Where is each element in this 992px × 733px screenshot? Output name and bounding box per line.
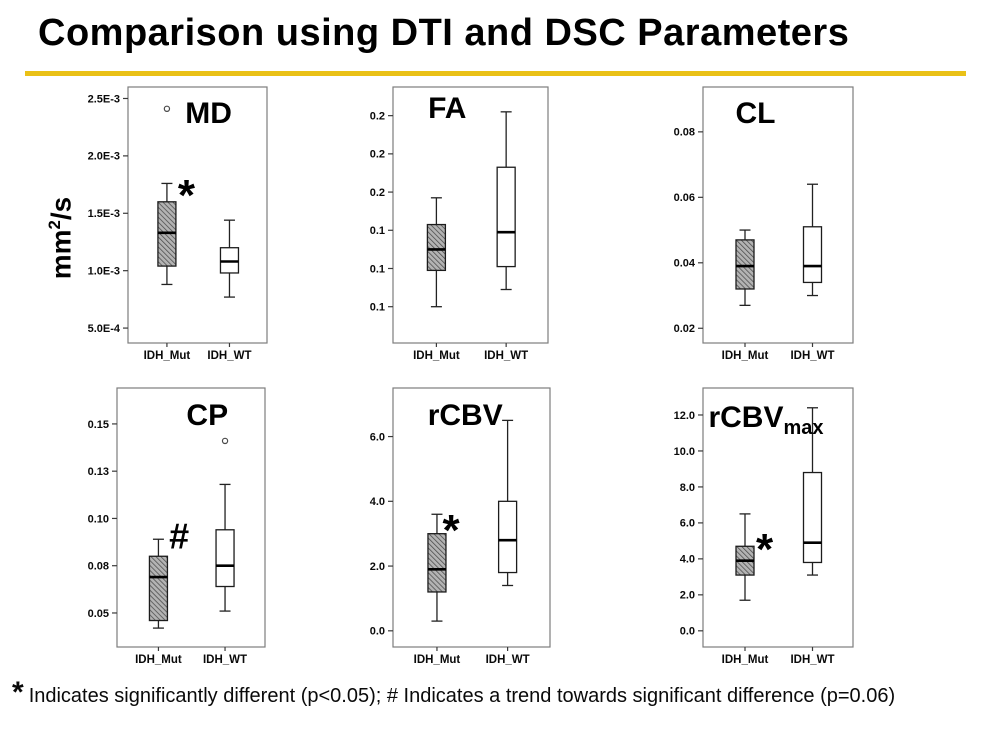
panel-md (68, 83, 277, 369)
panel-cl (643, 83, 863, 369)
rcbv-category-label: IDH_Mut (413, 654, 461, 666)
cl-plot-frame (703, 87, 853, 343)
md-y-tick-label: 2.5E-3 (87, 93, 120, 106)
cl-y-tick-label: 0.02 (673, 323, 695, 336)
rcbvmax-category-label: IDH_WT (790, 654, 835, 666)
fa-y-tick-label: 0.1 (369, 301, 385, 314)
footnote (12, 676, 984, 710)
rcbv-y-tick-label: 0.0 (369, 625, 385, 638)
cp-panel-title: CP (186, 399, 229, 432)
rcbvmax-y-tick-label: 6.0 (679, 517, 695, 530)
fa-y-tick-label: 0.1 (369, 225, 385, 238)
cp-y-tick-label: 0.10 (87, 513, 109, 526)
rcbvmax-y-tick-label: 0.0 (679, 625, 695, 638)
fa-y-tick-label: 0.1 (369, 263, 385, 276)
iqr-box-plain (497, 167, 515, 266)
cl-panel-title: CL (735, 97, 776, 130)
rcbv-IDH_WT-box-group (499, 420, 517, 585)
iqr-box-plain (216, 530, 234, 587)
outlier-point (222, 438, 227, 443)
md-category-label: IDH_Mut (143, 350, 191, 362)
md-y-axis-label-sup: 2 (45, 220, 64, 230)
cl-y-tick-label: 0.04 (673, 257, 695, 270)
cp-y-tick-label: 0.05 (87, 607, 109, 620)
footnote-text: Indicates significantly different (p<0.05); # Indicates a trend towards significant difference (p=0.06) (28, 685, 896, 707)
cp-y-tick-label: 0.13 (87, 466, 109, 479)
fa-IDH_WT-box-group (497, 112, 515, 290)
md-boxplot (68, 83, 277, 369)
footnote-star-symbol: * (12, 676, 24, 709)
fa-panel-title: FA (428, 92, 467, 125)
cp-IDH_WT-box-group (216, 438, 234, 611)
panel-cp (57, 384, 275, 673)
cp-y-tick-label: 0.08 (87, 560, 109, 573)
cp-boxplot (57, 384, 275, 673)
md-y-tick-label: 1.5E-3 (87, 208, 120, 221)
cl-boxplot (643, 83, 863, 369)
rcbvmax-significance-star: * (755, 524, 774, 574)
cl-category-label: IDH_Mut (721, 350, 769, 362)
rcbvmax-IDH_Mut-box-group (736, 514, 754, 600)
md-y-axis-label-base: mm (45, 229, 77, 280)
rcbv-boxplot (333, 384, 560, 673)
outlier-point (164, 106, 169, 111)
rcbvmax-y-tick-label: 12.0 (673, 409, 695, 422)
iqr-box-plain (499, 501, 517, 572)
cl-IDH_WT-box-group (804, 184, 822, 295)
cl-category-label: IDH_WT (790, 350, 835, 362)
fa-y-tick-label: 0.2 (369, 148, 385, 161)
cl-IDH_Mut-box-group (736, 230, 754, 305)
md-y-tick-label: 1.0E-3 (87, 265, 120, 278)
page-title: Comparison using DTI and DSC Parameters (38, 12, 850, 54)
md-significance-star: * (177, 170, 195, 220)
panel-fa (333, 83, 558, 369)
rcbv-y-tick-label: 6.0 (369, 431, 385, 444)
md-IDH_Mut-box-group (158, 106, 176, 284)
cl-y-tick-label: 0.08 (673, 126, 695, 139)
rcbvmax-y-tick-label: 2.0 (679, 589, 695, 602)
md-y-tick-label: 2.0E-3 (87, 150, 120, 163)
rcbvmax-category-label: IDH_Mut (721, 654, 769, 666)
iqr-box-plain (804, 473, 822, 563)
iqr-box-hatched (736, 240, 754, 289)
iqr-box-hatched (427, 225, 445, 271)
rcbvmax-y-tick-label: 8.0 (679, 481, 695, 494)
rcbv-y-tick-label: 4.0 (369, 496, 385, 509)
md-IDH_WT-box-group (220, 220, 238, 297)
fa-y-tick-label: 0.2 (369, 186, 385, 199)
cp-IDH_Mut-box-group (149, 539, 167, 628)
rcbv-panel-title: rCBV (427, 399, 503, 432)
fa-category-label: IDH_WT (484, 350, 529, 362)
fa-boxplot (333, 83, 558, 369)
iqr-box-hatched (149, 556, 167, 620)
fa-category-label: IDH_Mut (413, 350, 460, 362)
rcbvmax-y-tick-label: 10.0 (673, 445, 695, 458)
md-panel-title: MD (185, 97, 232, 130)
cp-category-label: IDH_Mut (135, 654, 182, 666)
rcbvmax-panel-title: rCBV$_{max}$ (708, 401, 824, 439)
md-y-axis-label (45, 178, 75, 298)
md-category-label: IDH_WT (207, 350, 252, 362)
md-y-tick-label: 5.0E-4 (87, 322, 120, 335)
cp-significance-hash: # (169, 515, 190, 557)
cl-y-tick-label: 0.06 (673, 192, 695, 205)
rcbv-significance-star: * (442, 506, 460, 556)
panel-rcbv (333, 384, 560, 673)
cp-category-label: IDH_WT (202, 654, 248, 666)
rcbv-category-label: IDH_WT (485, 654, 530, 666)
panel-rcbvmax (643, 384, 863, 673)
fa-IDH_Mut-box-group (427, 198, 445, 307)
rcbvmax-boxplot (643, 384, 863, 673)
iqr-box-plain (804, 227, 822, 283)
fa-plot-frame (393, 87, 548, 343)
cp-y-tick-label: 0.15 (87, 418, 109, 431)
md-y-axis-label-rest: /s (45, 196, 77, 221)
rcbv-y-tick-label: 2.0 (369, 560, 385, 573)
fa-y-tick-label: 0.2 (369, 110, 385, 123)
rcbvmax-y-tick-label: 4.0 (679, 553, 695, 566)
